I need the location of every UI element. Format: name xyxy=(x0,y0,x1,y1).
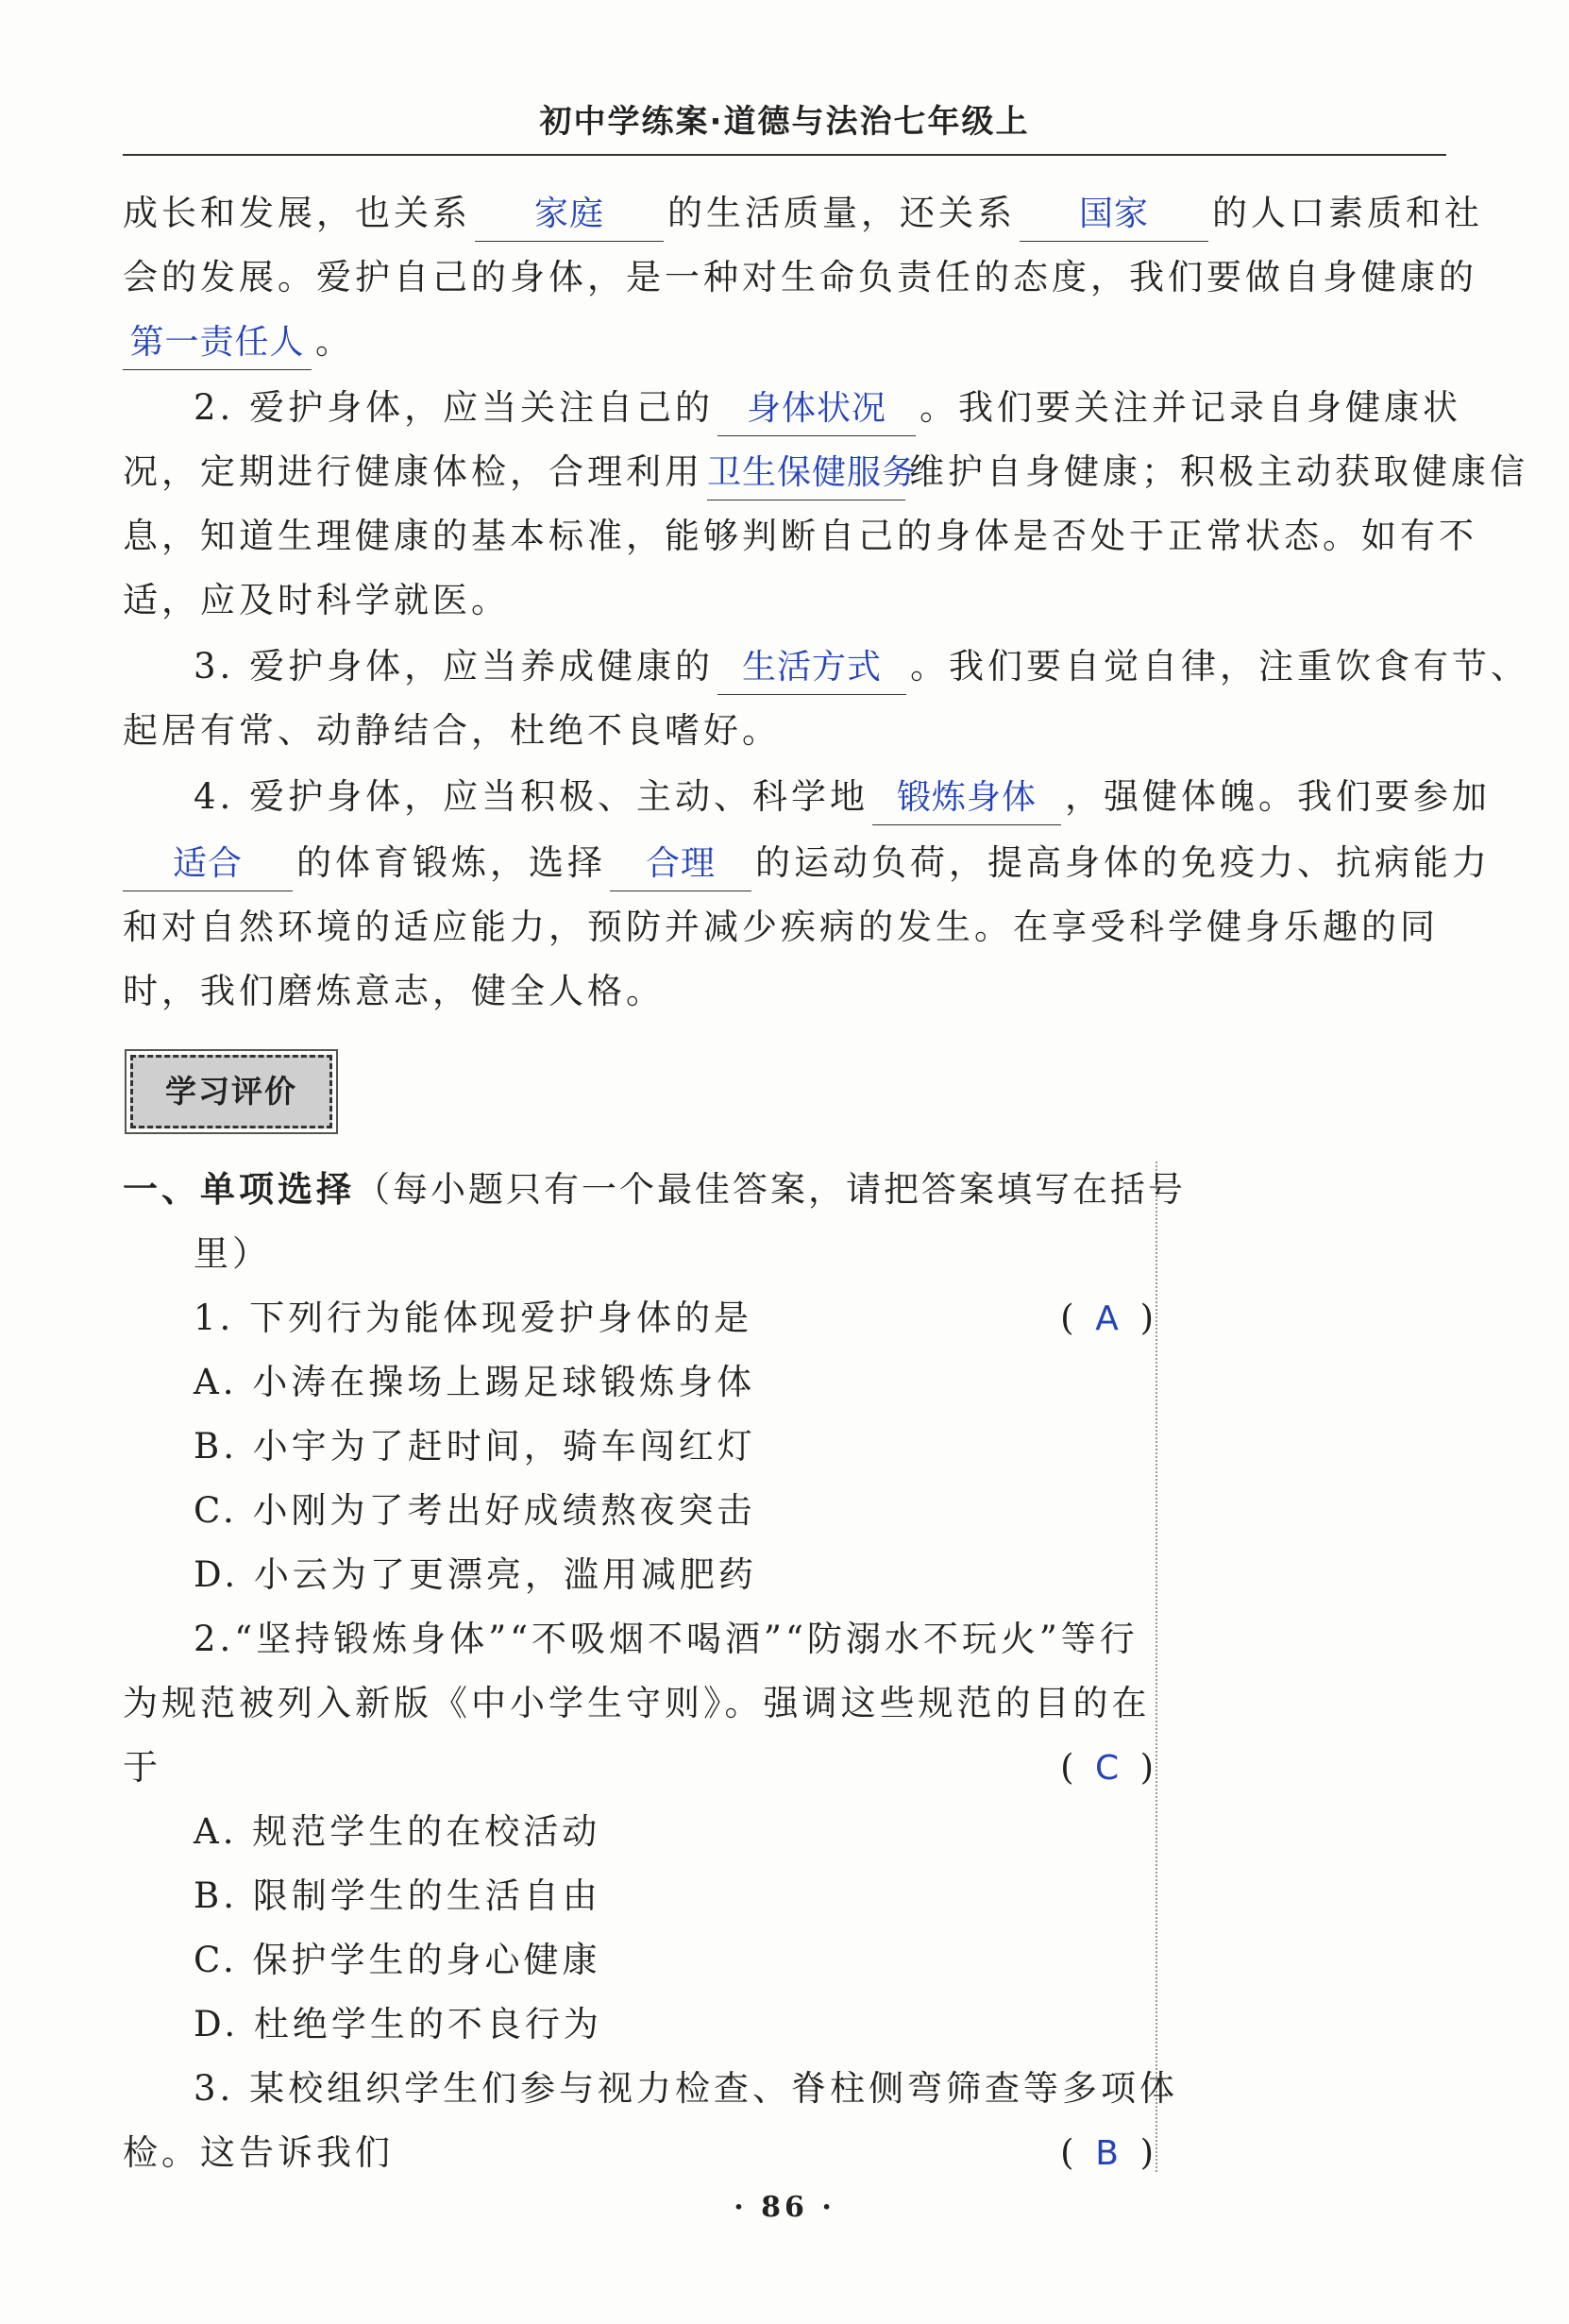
answer-blank xyxy=(1020,192,1208,242)
handwritten-answer: 合理 xyxy=(645,844,716,883)
text-segment: 的生活质量，还关系 xyxy=(667,193,1016,233)
answer-parentheses: ( C ) xyxy=(1060,1739,1154,1796)
answer-blank xyxy=(717,645,906,695)
text-line: 时，我们磨炼意志，健全人格。 xyxy=(123,971,665,1011)
handwritten-answer: 身体状况 xyxy=(747,389,887,428)
option: C. 小刚为了考出好成绩熬夜突击 xyxy=(194,1490,756,1531)
text-segment: 。 xyxy=(315,321,354,362)
text-segment: 维护自身健康；积极主动获取健康信 xyxy=(909,451,1528,492)
handwritten-choice: B xyxy=(1095,2134,1119,2173)
text-line: 息，知道生理健康的基本标准，能够判断自己的身体是否处于正常状态。如有不 xyxy=(123,516,1477,556)
handwritten-choice: A xyxy=(1095,1299,1119,1338)
handwritten-answer: 生活方式 xyxy=(742,648,883,687)
text-segment: 3. 爱护身体，应当养成健康的 xyxy=(194,646,715,687)
handwritten-answer: 卫生保健服务 xyxy=(707,453,918,492)
text-line xyxy=(123,835,1491,891)
answer-blank xyxy=(717,386,916,436)
option: A. 规范学生的在校活动 xyxy=(194,1811,601,1852)
text-segment: 成长和发展，也关系 xyxy=(123,193,471,233)
option: A. 小涛在操场上踢足球锻炼身体 xyxy=(194,1362,756,1402)
section-title-box: 学习评价 xyxy=(130,1055,332,1128)
text-line xyxy=(123,185,1483,242)
section-heading xyxy=(123,1162,1186,1218)
text-segment: 。我们要关注并记录自身健康状 xyxy=(919,387,1462,428)
section-instructions: （每小题只有一个最佳答案，请把答案填写在括号 xyxy=(355,1169,1186,1210)
page-header: 初中学练案·道德与法治七年级上 xyxy=(539,103,1030,141)
handwritten-answer: 第一责任人 xyxy=(129,323,305,362)
text-line: 和对自然环境的适应能力，预防并减少疾病的发生。在享受科学健身乐趣的同 xyxy=(123,907,1439,947)
answer-blank xyxy=(872,775,1061,825)
handwritten-choice: C xyxy=(1094,1749,1120,1788)
text-line xyxy=(123,444,1528,500)
answer-blank xyxy=(707,450,918,500)
text-segment: 。我们要自觉自律，注重饮食有节、 xyxy=(910,646,1530,687)
text-segment: 的运动负荷，提高身体的免疫力、抗病能力 xyxy=(755,842,1491,883)
answer-parentheses: ( A ) xyxy=(1060,1290,1154,1347)
option: C. 保护学生的身心健康 xyxy=(194,1940,601,1980)
text-segment: 的体育锻炼，选择 xyxy=(296,842,606,883)
handwritten-answer: 国家 xyxy=(1078,195,1149,233)
question-stem: 1. 下列行为能体现爱护身体的是 xyxy=(194,1298,753,1338)
handwritten-answer: 适合 xyxy=(172,844,243,883)
column-divider xyxy=(1156,1162,1157,2172)
text-segment: 4. 爱护身体，应当积极、主动、科学地 xyxy=(194,776,869,817)
text-line xyxy=(194,380,1462,436)
handwritten-answer: 锻炼身体 xyxy=(897,778,1038,817)
text-segment: 2. 爱护身体，应当关注自己的 xyxy=(194,387,715,428)
answer-blank xyxy=(123,841,293,891)
text-line: 起居有常、动静结合，杜绝不良嗜好。 xyxy=(123,710,781,751)
text-line: 适，应及时科学就医。 xyxy=(123,580,510,620)
section-heading-label: 一、单项选择 xyxy=(123,1169,355,1210)
text-segment: 的人口素质和社 xyxy=(1212,193,1483,233)
question-stem: 3. 某校组织学生们参与视力检查、脊柱侧弯筛查等多项体 xyxy=(194,2068,1179,2109)
answer-blank xyxy=(123,320,312,370)
option: D. 小云为了更漂亮，滥用减肥药 xyxy=(194,1554,757,1595)
answer-blank xyxy=(610,841,751,891)
answer-parentheses: ( B ) xyxy=(1060,2125,1154,2181)
question-stem: 检。这告诉我们 xyxy=(123,2132,394,2173)
handwritten-answer: 家庭 xyxy=(533,195,604,233)
text-line xyxy=(194,638,1530,695)
text-line xyxy=(123,314,1446,370)
text-line xyxy=(194,769,1492,825)
section-instructions-cont: 里） xyxy=(194,1233,271,1274)
header-rule xyxy=(123,154,1446,156)
text-line: 会的发展。爱护自己的身体，是一种对生命负责任的态度，我们要做自身健康的 xyxy=(123,257,1477,297)
answer-blank xyxy=(475,192,664,242)
option: B. 小宇为了赶时间，骑车闯红灯 xyxy=(194,1426,756,1467)
question-stem: 2.“坚持锻炼身体”“不吸烟不喝酒”“防溺水不玩火”等行 xyxy=(194,1619,1139,1659)
question-stem: 为规范被列入新版《中小学生守则》。强调这些规范的目的在 xyxy=(123,1683,1151,1723)
text-segment: 况，定期进行健康体检，合理利用 xyxy=(123,451,703,492)
option: D. 杜绝学生的不良行为 xyxy=(194,2004,602,2044)
option: B. 限制学生的生活自由 xyxy=(194,1875,601,1916)
page-number: · 86 · xyxy=(734,2191,835,2224)
question-stem: 于 xyxy=(123,1747,161,1788)
text-segment: ，强健体魄。我们要参加 xyxy=(1065,776,1492,817)
